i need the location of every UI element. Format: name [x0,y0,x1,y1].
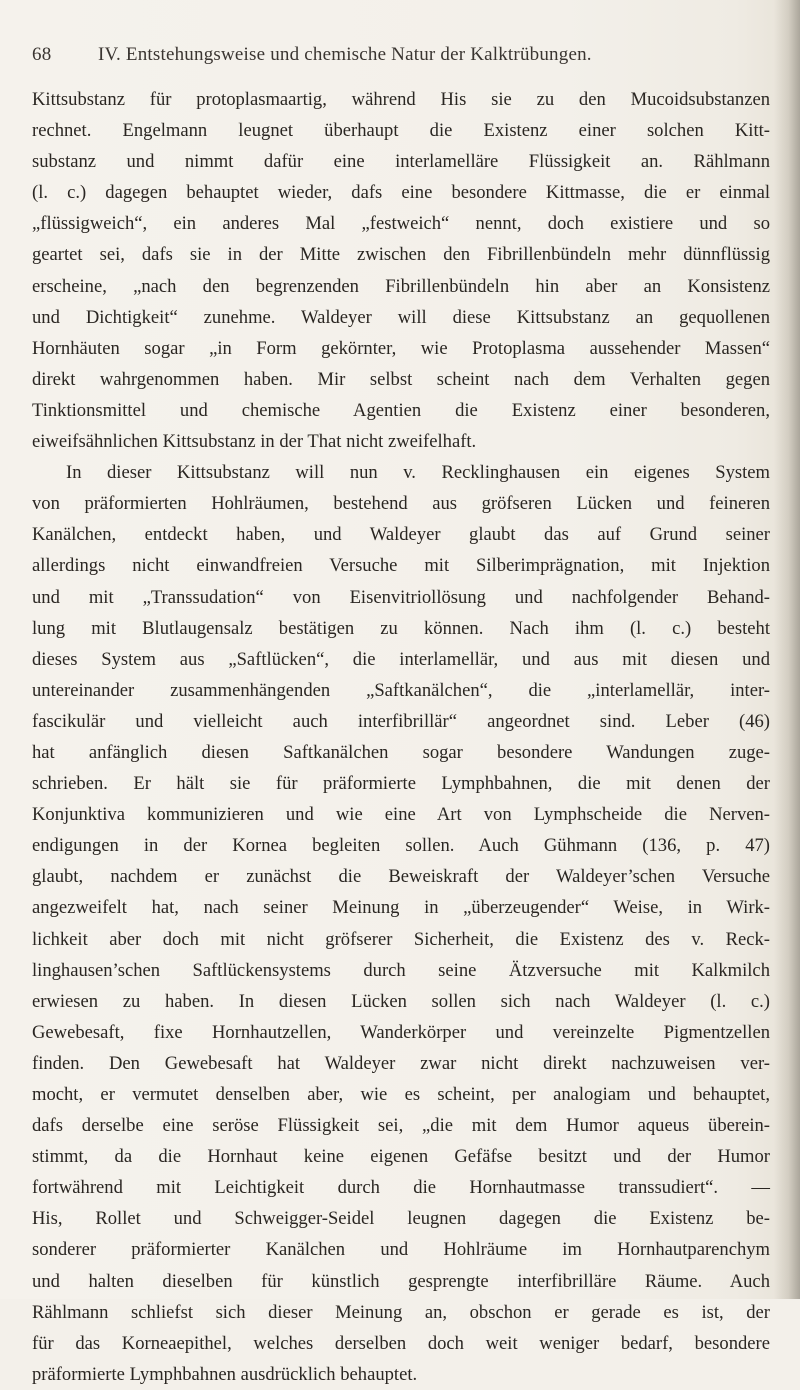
page-edge-shadow [774,0,800,1299]
text-line: und mit „Transsudation“ von Eisenvitriollösung und nachfolgender Behand- [32,586,770,608]
text-line: lichkeit aber doch mit nicht gröfserer Sicherheit, die Existenz des v. Reck- [32,928,770,950]
text-line: Hornhäuten sogar „in Form gekörnter, wie Protoplasma aussehender Massen“ [32,337,770,359]
text-line: erwiesen zu haben. In diesen Lücken sollen sich nach Waldeyer (l. c.) [32,990,770,1012]
body-text [32,84,770,1390]
text-line: mocht, er vermutet denselben aber, wie es scheint, per analogiam und behauptet, [32,1084,770,1105]
text-line: für das Korneaepithel, welches derselben doch weit weniger bedarf, besondere [32,1332,770,1354]
text-line: hat anfänglich diesen Saftkanälchen sogar besondere Wandungen zuge- [32,741,770,763]
text-line: Kittsubstanz für protoplasmaartig, während His sie zu den Mucoidsubstanzen [32,89,770,110]
text-line: endigungen in der Kornea begleiten sollen. Auch Gühmann (136, p. 47) [32,835,770,857]
text-line: stimmt, da die Hornhaut keine eigenen Gefäfse besitzt und der Humor [32,1146,770,1168]
text-line: Rählmann schliefst sich dieser Meinung an, obschon er gerade es ist, der [32,1301,770,1323]
text-line: präformierte Lymphbahnen ausdrücklich behauptet. [32,1363,418,1385]
text-line: sonderer präformierter Kanälchen und Hohlräume im Hornhautparenchym [32,1239,770,1261]
running-head [32,44,752,66]
text-line: rechnet. Engelmann leugnet überhaupt die Existenz einer solchen Kitt- [32,120,770,142]
text-line: Kanälchen, entdeckt haben, und Waldeyer glaubt das auf Grund seiner [32,524,770,546]
text-line: Tinktionsmittel und chemische Agentien die Existenz einer besonderen, [32,399,770,421]
text-line: (l. c.) dagegen behauptet wieder, dafs eine besondere Kittmasse, die er einmal [32,182,770,204]
text-line: linghausen’schen Saftlückensystems durch seine Ätzversuche mit Kalkmilch [32,959,770,981]
text-line: und Dichtigkeit“ zunehme. Waldeyer will diese Kittsubstanz an gequollenen [32,306,770,328]
text-line: und halten dieselben für künstlich gesprengte interfibrilläre Räume. Auch [32,1270,770,1292]
page-number: 68 [32,44,52,65]
text-line: allerdings nicht einwandfreien Versuche mit Silberimprägnation, mit Injektion [32,555,770,577]
text-line: In dieser Kittsubstanz will nun v. Recklinghausen ein eigenes System [66,462,770,484]
text-line: erscheine, „nach den begrenzenden Fibrillenbündeln hin aber an Konsistenz [32,275,770,297]
text-line: dieses System aus „Saftlücken“, die interlamellär, und aus mit diesen und [32,648,770,670]
text-line: finden. Den Gewebesaft hat Waldeyer zwar nicht direkt nachzuweisen ver- [32,1052,770,1074]
text-line: direkt wahrgenommen haben. Mir selbst scheint nach dem Verhalten gegen [32,368,770,390]
text-line: von präformierten Hohlräumen, bestehend aus gröfseren Lücken und feineren [32,493,770,515]
text-line: Gewebesaft, fixe Hornhautzellen, Wanderkörper und vereinzelte Pigmentzellen [32,1021,770,1043]
text-line: fortwährend mit Leichtigkeit durch die Hornhautmasse transsudiert“. — [32,1177,770,1199]
text-line: eiweifsähnlichen Kittsubstanz in der That nicht zweifelhaft. [32,431,477,453]
text-line: Konjunktiva kommunizieren und wie eine Art von Lymphscheide die Nerven- [32,804,770,826]
running-title: IV. Entstehungsweise und chemische Natur der Kalktrübungen. [98,44,592,65]
text-line: lung mit Blutlaugensalz bestätigen zu können. Nach ihm (l. c.) besteht [32,617,770,639]
text-line: substanz und nimmt dafür eine interlamelläre Flüssigkeit an. Rählmann [32,151,770,173]
text-line: „flüssigweich“, ein anderes Mal „festweich“ nennt, doch existiere und so [32,213,770,235]
text-line: geartet sei, dafs sie in der Mitte zwischen den Fibrillenbündeln mehr dünnflüssig [32,244,770,266]
text-line: glaubt, nachdem er zunächst die Beweiskraft der Waldeyer’schen Versuche [32,866,770,888]
text-line: His, Rollet und Schweigger-Seidel leugnen dagegen die Existenz be- [32,1208,770,1230]
text-line: dafs derselbe eine seröse Flüssigkeit sei, „die mit dem Humor aqueus überein- [32,1115,770,1137]
text-line: untereinander zusammenhängenden „Saftkanälchen“, die „interlamellär, inter- [32,679,770,701]
text-line: fascikulär und vielleicht auch interfibrillär“ angeordnet sind. Leber (46) [32,710,770,732]
text-line: schrieben. Er hält sie für präformierte Lymphbahnen, die mit denen der [32,773,770,795]
text-line: angezweifelt hat, nach seiner Meinung in „überzeugender“ Weise, in Wirk- [32,897,770,919]
